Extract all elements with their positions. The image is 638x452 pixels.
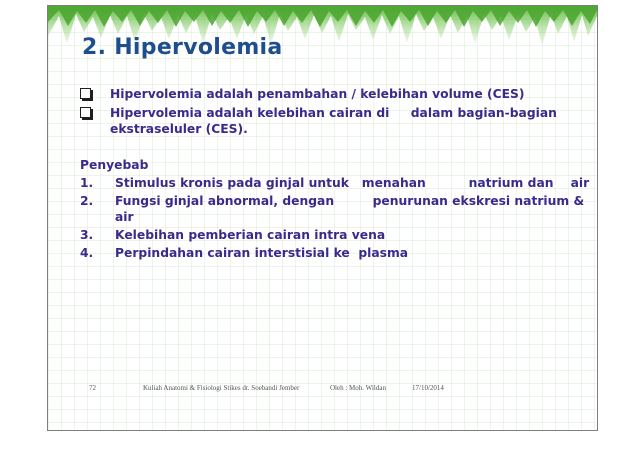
slide <box>47 5 610 431</box>
footer-page-number: 72 <box>89 384 96 392</box>
bullet-item <box>80 105 590 137</box>
section-label-penyebab: Penyebab <box>80 158 149 172</box>
slide-content <box>80 86 610 263</box>
cause-item <box>80 193 610 225</box>
footer-date: 17/10/2014 <box>412 384 444 392</box>
cause-text: Stimulus kronis pada ginjal untuk menahan natrium dan air <box>115 176 590 190</box>
footer-author: Oleh : Moh. Wildan <box>330 384 386 392</box>
slide-title: 2. Hipervolemia <box>82 35 283 60</box>
cause-item <box>80 175 590 191</box>
cause-text: Fungsi ginjal abnormal, dengan penurunan ekskresi natrium & air <box>115 194 610 224</box>
cause-item <box>80 227 590 243</box>
footer-course: Kuliah Anatomi & Fisiologi Stikes dr. Soebandi Jember <box>143 384 300 392</box>
cause-text: Kelebihan pemberian cairan intra vena <box>115 228 386 242</box>
cause-number: 1. <box>80 176 94 190</box>
cause-number: 4. <box>80 246 94 260</box>
cause-number: 3. <box>80 228 94 242</box>
bullet-text: Hipervolemia adalah penambahan / kelebihan volume (CES) <box>110 87 525 101</box>
cause-item <box>80 245 590 261</box>
cause-number: 2. <box>80 194 94 208</box>
checkbox-bullet-icon <box>80 88 91 99</box>
bullet-text: Hipervolemia adalah kelebihan cairan di dalam bagian-bagian ekstraseluler (CES). <box>110 106 562 136</box>
bullet-item <box>80 86 590 102</box>
cause-text: Perpindahan cairan interstisial ke plasma <box>115 246 409 260</box>
slide-footer <box>48 384 597 398</box>
checkbox-bullet-icon <box>80 107 91 118</box>
